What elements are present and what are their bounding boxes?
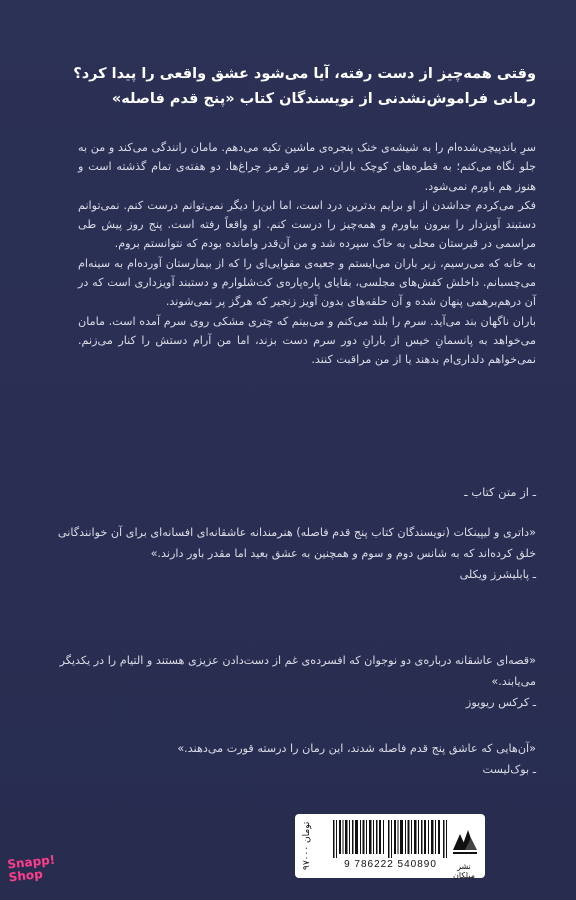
excerpt-paragraph: سرِ باندپیچی‌شده‌ام را به شیشه‌ی خنک پنجره‌ی ماشین تکیه می‌دهم. مامان رانندگی می‌کند و من به جلو نگاه می‌کنم؛ به قطره‌های کوچک باران، در نور قرمز چراغ‌ها. دو هفته‌ی تمام گذشته است و هنوز هم باورم نمی‌شود. [78, 141, 536, 193]
review-attribution: ـ پابلیشرز ویکلی [459, 568, 536, 581]
excerpt-paragraph: فکر می‌کردم جداشدن از او برایم بدترین درد است، اما این‌را دیگر نمی‌توانم درست کنم. نمی‌توانم دستبند آویزدار را بیرون بیاورم و همه‌چیز را درست کنم. او واقعاً رفته است. پنج روز پیش طی مراسمی در قبرستان محلی به خاک سپرده شد و من آن‌قدر وامانده بودم که نتوانستم بروم. [78, 198, 536, 251]
publisher-name: نشر میلکان [452, 862, 476, 880]
headline-line-2: رمانی فراموش‌نشدنی از نویسندگان کتاب «پنج قدم فاصله» [111, 91, 536, 107]
review-attribution: ـ کرکس ریویوز [465, 696, 536, 709]
book-excerpt [78, 138, 536, 370]
review-text: «آن‌هایی که عاشق پنج قدم فاصله شدند، این رمان را درسته قورت می‌دهند.» [177, 742, 536, 755]
excerpt-source: ـ از متن کتاب ـ [464, 485, 536, 499]
publisher-logo-icon [451, 820, 479, 860]
headline-line-1: وقتی همه‌چیز از دست رفته، آیا می‌شود عشق واقعی را پیدا کرد؟ [73, 66, 536, 82]
price-label: ۹۷۰۰۰ تومان [302, 821, 312, 871]
review-quote [40, 738, 536, 780]
review-text: «داتری و لیپینکات (نویسندگان کتاب پنج قدم فاصله) هنرمندانه عاشقانه‌ای افسانه‌ای برای آن خوانندگانی خلق کرده‌اند که به شانس دوم و سوم و همچنین به عشق بعید اما مقدر باور دارند.» [57, 526, 536, 560]
headline [40, 62, 536, 112]
barcode-panel [295, 814, 485, 878]
review-attribution: ـ بوک‌لیست [482, 763, 536, 776]
review-quote [40, 650, 536, 713]
excerpt-paragraph: باران ناگهان بند می‌آید. سرم را بلند می‌کنم و می‌بینم که چتری مشکی روی سرم آمده است. مامان می‌خواهد به پانسمانِ خیس از بارانِ دور سرم دست بزند، اما من آرام دستش را کنار می‌زنم. نمی‌خواهم دلداری‌ام بدهند یا از من مراقبت کنند. [78, 314, 536, 367]
isbn-number: 9 786222 540890 [344, 859, 437, 870]
barcode-icon [333, 820, 448, 858]
snapp-shop-watermark: Snapp! Shop [6, 852, 56, 885]
review-quote [40, 522, 536, 585]
review-text: «قصه‌ای عاشقانه درباره‌ی دو نوجوان که افسرده‌ی غم از دست‌دادن عزیزی هستند و التیام را در یکدیگر می‌یابند.» [59, 654, 536, 688]
excerpt-paragraph: به خانه که می‌رسیم، زیر باران می‌ایستم و جعبه‌ی مقوایی‌ای را که از بیمارستان آورده‌ام به سینه‌ام می‌چسبانم. داخلش کفش‌های مجلسی، بقایای پاره‌پاره‌ی کت‌شلوارم و دستبند آویزداری است که در آن درهم‌برهمی پنهان شده و آن حلقه‌های بدون آویز زنجیر که هرگز پر نمی‌شوند. [78, 256, 536, 309]
